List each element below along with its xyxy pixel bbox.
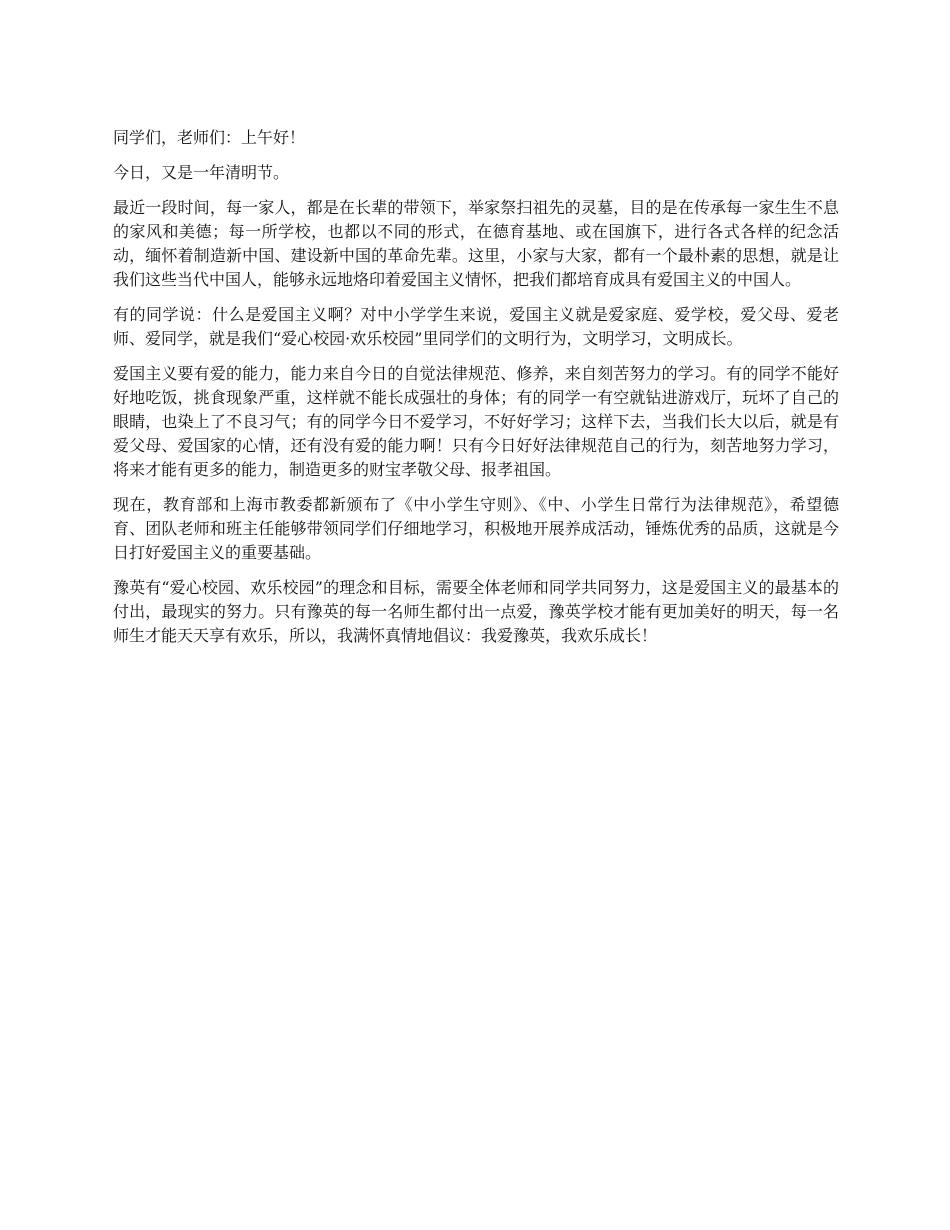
body-paragraph: 爱国主义要有爱的能力，能力来自今日的自觉法律规范、修养，来自刻苦努力的学习。有的同学不能好好地吃饭，挑食现象严重，这样就不能长成强壮的身体；有的同学一有空就钻进游戏厅，玩坏了自己的眼睛，也染上了不良习气；有的同学今日不爱学习，不好好学习；这样下去，当我们长大以后，就是有爱父母、爱国家的心情，还有没有爱的能力啊！只有今日好好法律规范自己的行为，刻苦地努力学习，将来才能有更多的能力，制造更多的财宝孝敬父母、报孝祖国。 [113, 364, 839, 479]
body-paragraph: 最近一段时间，每一家人，都是在长辈的带领下，举家祭扫祖先的灵墓，目的是在传承每一家生生不息的家风和美德；每一所学校，也都以不同的形式，在德育基地、或在国旗下，进行各式各样的纪念活动，缅怀着制造新中国、建设新中国的革命先辈。这里，小家与大家，都有一个最朴素的思想，就是让我们这些当代中国人，能够永远地烙印着爱国主义情怀，把我们都培育成具有爱国主义的中国人。 [113, 198, 839, 289]
closing-paragraph: 豫英有“爱心校园、欢乐校园”的理念和目标，需要全体老师和同学共同努力，这是爱国主义的最基本的付出，最现实的努力。只有豫英的每一名师生都付出一点爱，豫英学校才能有更加美好的明天，每一名师生才能天天享有欢乐，所以，我满怀真情地倡议：我爱豫英，我欢乐成长！ [113, 578, 839, 645]
body-paragraph: 现在，教育部和上海市教委都新颁布了《中小学生守则》、《中、小学生日常行为法律规范》，希望德育、团队老师和班主任能够带领同学们仔细地学习，积极地开展养成活动，锤炼优秀的品质，这就是今日打好爱国主义的重要基础。 [113, 495, 839, 562]
greeting-paragraph: 同学们，老师们：上午好！ [113, 128, 306, 147]
intro-paragraph: 今日，又是一年清明节。 [113, 163, 290, 182]
body-paragraph: 有的同学说：什么是爱国主义啊？对中小学学生来说，爱国主义就是爱家庭、爱学校，爱父母、爱老师、爱同学，就是我们“爱心校园·欢乐校园”里同学们的文明行为，文明学习，文明成长。 [113, 305, 839, 348]
document-body [113, 126, 839, 659]
